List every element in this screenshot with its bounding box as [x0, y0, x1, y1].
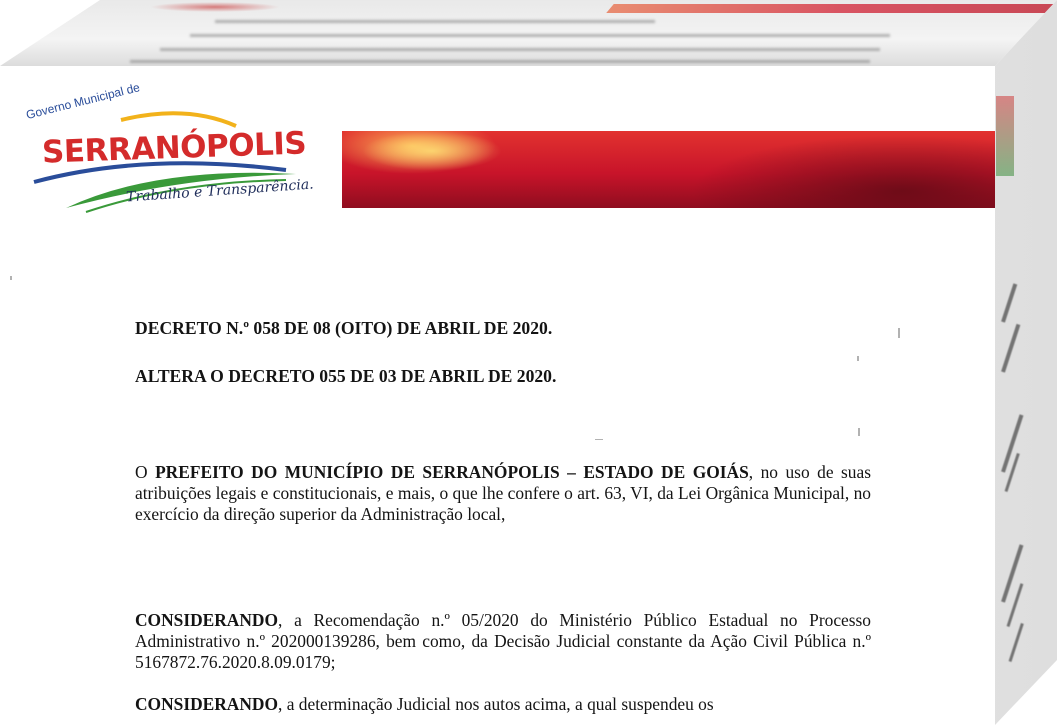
considerando-1-bold: CONSIDERANDO: [135, 610, 279, 630]
side-text-mark: [1001, 324, 1020, 373]
blurred-banner-strip: [606, 4, 1057, 13]
blurred-text-line: [190, 34, 890, 37]
blurred-text-line: [160, 48, 880, 51]
previous-page-top-face: [0, 0, 1057, 66]
scan-speck: [898, 328, 900, 338]
side-logo-smudge: [996, 96, 1014, 176]
blurred-logo-smudge: [150, 2, 280, 12]
considerando-2-bold: CONSIDERANDO: [135, 694, 279, 714]
blurred-text-line: [215, 20, 655, 23]
banner-glow: [362, 131, 502, 171]
preamble-paragraph: [135, 462, 871, 525]
logo-slogan: Trabalho e Transparência.: [125, 176, 315, 206]
decree-subtitle: ALTERA O DECRETO 055 DE 03 DE ABRIL DE 2020.: [135, 366, 557, 386]
preamble-lead: O: [135, 462, 156, 482]
considerando-paragraph-1: [135, 610, 871, 673]
side-text-mark: [1001, 283, 1017, 322]
considerando-1-text: , a Recomendação n.º 05/2020 do Ministério Público Estadual no Processo Administrativo n.º 202000139286, bem como, da Decisão Judicial constante da Ação Civil Pública n.º 5167872.76.2020.8.09.0179;: [135, 610, 871, 672]
preamble-bold: PREFEITO DO MUNICÍPIO DE SERRANÓPOLIS – ESTADO DE GOIÁS: [155, 462, 749, 482]
side-text-mark: [1007, 583, 1024, 627]
side-text-mark: [1009, 623, 1024, 662]
scan-speck: [10, 276, 12, 280]
logo-top-text: Governo Municipal de: [24, 80, 142, 122]
header-banner: [342, 131, 995, 208]
scan-speck: [858, 428, 860, 436]
document-page: [0, 66, 995, 725]
considerando-paragraph-2: [135, 694, 871, 715]
blurred-text-line: [130, 60, 870, 63]
considerando-2-text: , a determinação Judicial nos autos acima, a qual suspendeu os: [278, 694, 714, 714]
scan-speck: [857, 356, 859, 361]
serranopolis-logo: [24, 80, 316, 218]
scan-speck: [595, 439, 603, 440]
preamble-text: , no uso de suas atribuições legais e constitucionais, e mais, o que lhe confere o art. 63, VI, da Lei Orgânica Municipal, no exercício da direção superior da Administração local,: [135, 462, 871, 524]
decree-title: DECRETO N.º 058 DE 08 (OITO) DE ABRIL DE 2020.: [135, 318, 553, 338]
logo-main-text: SERRANÓPOLIS: [41, 125, 307, 171]
